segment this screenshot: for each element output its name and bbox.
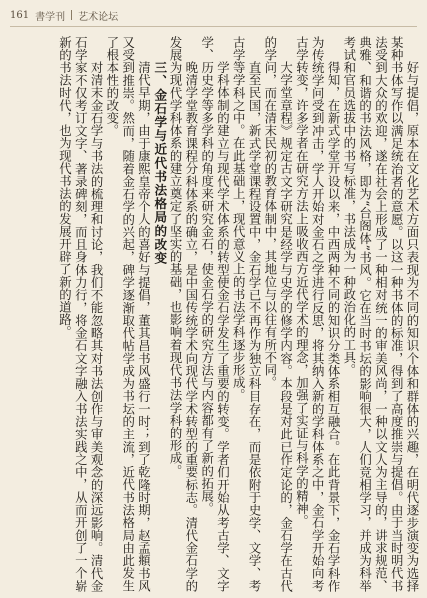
paragraph: 好与提倡，原本在文化艺术方面只表现为不同的知识个体和群体的兴趣，在明代逐步演变为选择某种书体写作以满足统治者的意愿。以这一种书体的标准，得到了高度推崇与提倡。由于当时明代书法受到大众的欢迎，遂在社会上形成了一种相对统一的审美风尚，一种以文人为主导的，讲求规范、典雅、和谐的书法风格，即为“台阁体”书风。它在当时书坛的影响很大，人们竞相学习，并成为科举考试和官员选拔中的书写标准，书法成为一种政治化的工具。: [341, 36, 420, 592]
paragraph: 直至民国，新式学堂课程设置中，金石学已不再作为独立科目存在，而是依附于史学、文学、考古学等学科之中。在此基础上，现代意义上的书法学科逐步形成。: [231, 36, 263, 592]
section-heading: 三、金石学与近代书法格局的改变: [152, 61, 168, 266]
paragraph: 得知，在新式学堂开设以来，中西两种不同的知识分类体系相互融合。在此背景下，金石学科作为传统学问受到冲击，学人开始对金石之学进行反思，将其纳入新的学科体系之中，金石学开始向考古学转变，许多学者在研究方法上吸收西方近代学术的理念，加强了实证与科学的精神。: [294, 36, 342, 592]
header-rule: [10, 26, 417, 27]
paragraph: 晚清学堂教育课程分科体系的确立，是中国传统学术向现代学术转型的重要标志。清代金石学的发展为现代学科体系的建立奠定了坚实的基础，也影响着现代书法学科的形成。: [168, 36, 199, 592]
paragraph: 大学堂章程》规定古文字研究是经学与史学的修学内容。本段是对此已作定论的，金石学在古代的学问，而在清末民初的教育体制中，其地位与以往有所不同。: [262, 36, 294, 592]
article-body: [8, 36, 420, 592]
running-header: [10, 6, 118, 24]
journal-name: 書学刊: [35, 11, 66, 23]
paragraph: 学科体制的建立与现代学术体系的转型使金石学发生了重要的转变。学者们开始从考古学、文字学、历史学等多学科的角度来研究金石，使金石学的研究方法与内容都有了新的拓展。: [199, 36, 231, 592]
paragraph: 对清末金石学与书法的梳理和讨论，我们不能忽略其对书法创作与审美观念的深远影响。清代金石学家不仅考订文字、著录碑刻，而且身体力行，将金石文字融入书法实践之中，从而开创了一个崭新的书法时代，也为现代书法的发展开辟了新的道路。: [57, 36, 105, 592]
section-name: 艺术论坛: [78, 11, 119, 23]
header-separator: [71, 10, 72, 20]
paragraph: 清代早期，由于康熙皇帝个人的喜好与提倡，董其昌书风盛行一时；到了乾隆时期，赵孟頫书风又受到推崇。然而，随着金石学的兴起，碑学逐渐取代帖学成为书坛的主流，近代书法格局由此发生了根本性的改变。: [104, 36, 152, 592]
page-number: 161: [10, 9, 30, 21]
vertical-text-columns: [8, 36, 420, 592]
